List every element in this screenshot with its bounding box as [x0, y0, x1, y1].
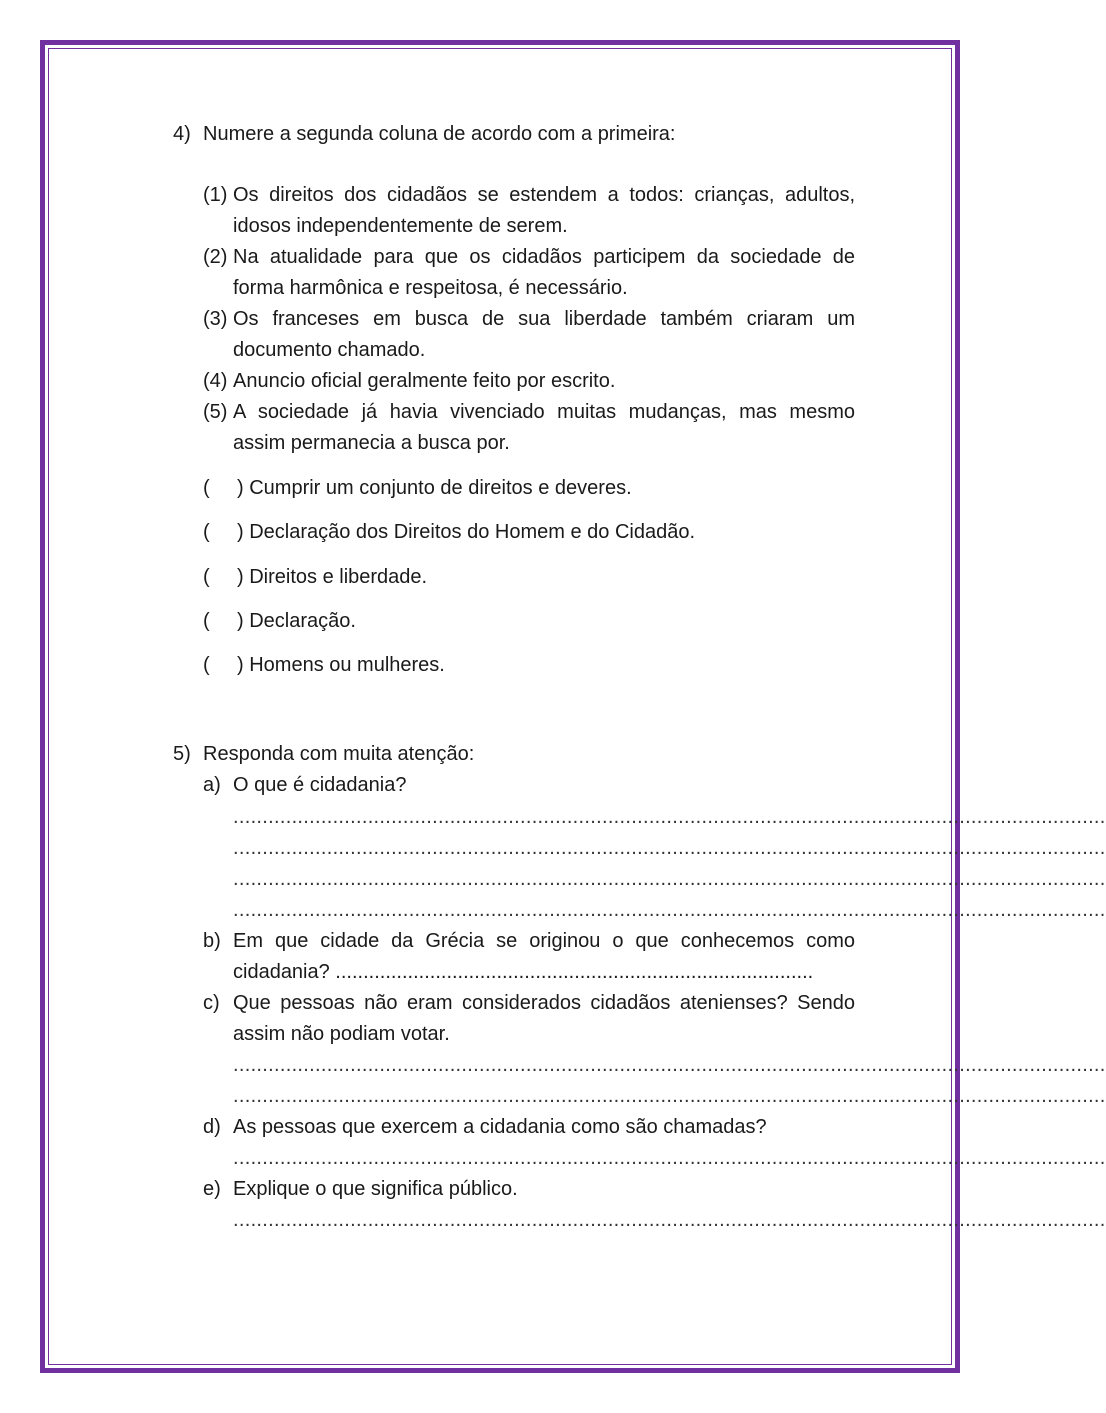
q5a-answer-line-3: .....................................................................................................................................................	[233, 868, 1106, 890]
q4-item-1-line2: idosos independentemente de serem.	[233, 215, 568, 237]
answer-3-open-paren: (	[203, 566, 210, 588]
q4-item-2-line1: Na atualidade para que os cidadãos participem da sociedade de	[233, 246, 855, 268]
answer-1-open-paren: (	[203, 477, 210, 499]
q5d-letter: d)	[203, 1116, 221, 1138]
q5c-line2: assim não podiam votar.	[233, 1023, 450, 1045]
q5b-letter: b)	[203, 930, 221, 952]
q5c-answer-line-2: .....................................................................................................................................................	[233, 1085, 1106, 1107]
q5a-answer-line-1: .....................................................................................................................................................	[233, 806, 1106, 828]
q5e-answer-line: .....................................................................................................................................................	[233, 1209, 1106, 1231]
answer-1-text: ) Cumprir um conjunto de direitos e deveres.	[237, 477, 632, 499]
q5b-line1: Em que cidade da Grécia se originou o que conhecemos como	[233, 930, 855, 952]
answer-5-open-paren: (	[203, 654, 210, 676]
q4-item-5-line2: assim permanecia a busca por.	[233, 432, 510, 454]
q5-number: 5)	[173, 743, 191, 765]
q4-item-5-number: (5)	[203, 401, 228, 423]
q5a-text: O que é cidadania?	[233, 774, 407, 796]
answer-3-text: ) Direitos e liberdade.	[237, 566, 428, 588]
q4-item-5-line1: A sociedade já havia vivenciado muitas mudanças, mas mesmo	[233, 401, 855, 423]
q5c-answer-line-1: .....................................................................................................................................................	[233, 1054, 1106, 1076]
q4-item-2-number: (2)	[203, 246, 228, 268]
q4-item-1-number: (1)	[203, 184, 228, 206]
q5c-letter: c)	[203, 992, 220, 1014]
q5d-answer-line: .....................................................................................................................................................	[233, 1147, 1106, 1169]
q4-item-1-line1: Os direitos dos cidadãos se estendem a todos: crianças, adultos,	[233, 184, 855, 206]
q4-number: 4)	[173, 123, 191, 145]
answer-4-open-paren: (	[203, 610, 210, 632]
q5a-answer-line-2: .....................................................................................................................................................	[233, 837, 1106, 859]
q4-item-4-line1: Anuncio oficial geralmente feito por escrito.	[233, 370, 616, 392]
q4-title: Numere a segunda coluna de acordo com a primeira:	[203, 123, 676, 145]
q5a-letter: a)	[203, 774, 221, 796]
q5a-answer-line-4: .....................................................................................................................................................	[233, 899, 1106, 921]
q4-item-4-number: (4)	[203, 370, 228, 392]
q5b-line2: cidadania? ......................................................................................	[233, 961, 814, 983]
q4-item-2-line2: forma harmônica e respeitosa, é necessário.	[233, 277, 628, 299]
q4-item-3-line2: documento chamado.	[233, 339, 426, 361]
q5d-text: As pessoas que exercem a cidadania como são chamadas?	[233, 1116, 767, 1138]
answer-2-text: ) Declaração dos Direitos do Homem e do Cidadão.	[237, 521, 695, 543]
answer-2-open-paren: (	[203, 521, 210, 543]
q5e-text: Explique o que significa público.	[233, 1178, 518, 1200]
answer-5-text: ) Homens ou mulheres.	[237, 654, 445, 676]
q5c-line1: Que pessoas não eram considerados cidadãos atenienses? Sendo	[233, 992, 855, 1014]
q5e-letter: e)	[203, 1178, 221, 1200]
answer-4-text: ) Declaração.	[237, 610, 356, 632]
q4-item-3-number: (3)	[203, 308, 228, 330]
q5-title: Responda com muita atenção:	[203, 743, 475, 765]
q4-item-3-line1: Os franceses em busca de sua liberdade também criaram um	[233, 308, 855, 330]
